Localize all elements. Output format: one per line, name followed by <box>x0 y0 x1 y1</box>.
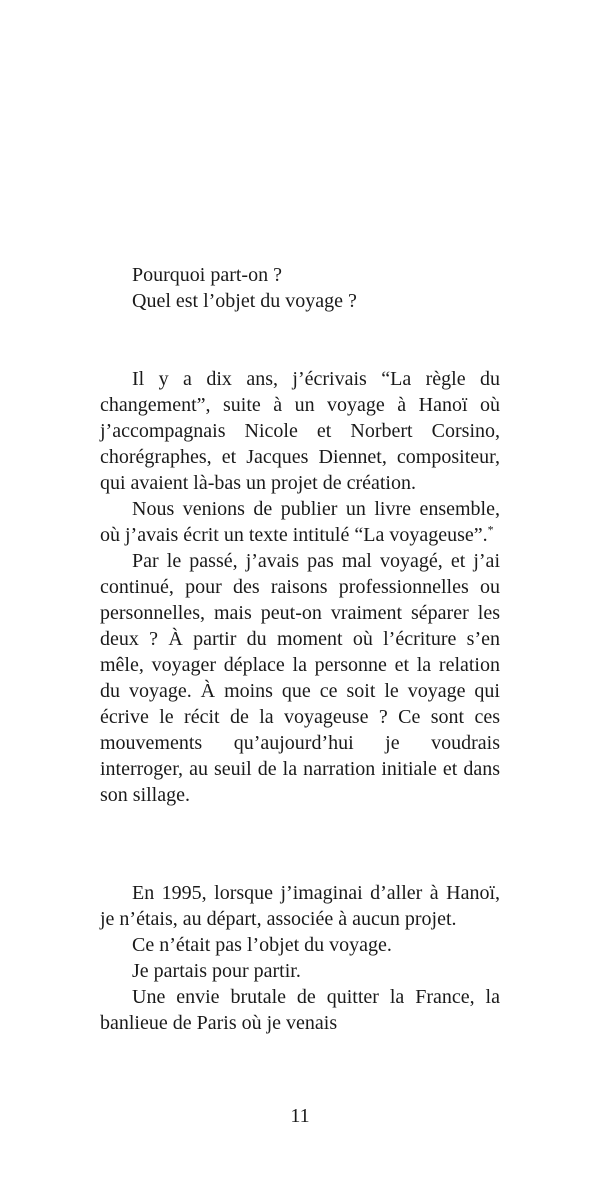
paragraph: En 1995, lorsque j’imaginai d’aller à Hanoï, je n’étais, au départ, associée à aucun projet. <box>100 882 500 930</box>
section-one <box>100 366 500 808</box>
section-two <box>100 880 500 1036</box>
paragraph <box>100 496 500 548</box>
paragraph: Il y a dix ans, j’écrivais “La règle du changement”, suite à un voyage à Hanoï où j’accompagnais Nicole et Norbert Corsino, chorégraphes, et Jacques Diennet, compositeur, qui avaient là-bas un projet de création. <box>100 368 500 494</box>
paragraph: Une envie brutale de quitter la France, la banlieue de Paris où je venais <box>100 986 500 1034</box>
question-line: Pourquoi part-on ? <box>132 264 282 286</box>
paragraph: Par le passé, j’avais pas mal voyagé, et j’ai continué, pour des raisons professionnelles ou personnelles, mais peut-on vraiment séparer les deux ? À partir du moment où l’écriture s’en mêle, voyager déplace la personne et la relation du voyage. À moins que ce soit le voyage qui écrive le récit de la voyageuse ? Ce sont ces mouvements qu’aujourd’hui je voudrais interroger, au seuil de la narration initiale et dans son sillage. <box>100 550 500 806</box>
page-number: 11 <box>290 1105 310 1127</box>
paragraph: Je partais pour partir. <box>132 960 301 982</box>
paragraph: Ce n’était pas l’objet du voyage. <box>132 934 392 956</box>
paragraph-text: Nous venions de publier un livre ensemble, où j’avais écrit un texte intitulé “La voyageuse”. <box>100 498 500 546</box>
footnote-mark: * <box>487 522 494 537</box>
opening-questions <box>100 262 500 314</box>
question-line: Quel est l’objet du voyage ? <box>132 290 357 312</box>
